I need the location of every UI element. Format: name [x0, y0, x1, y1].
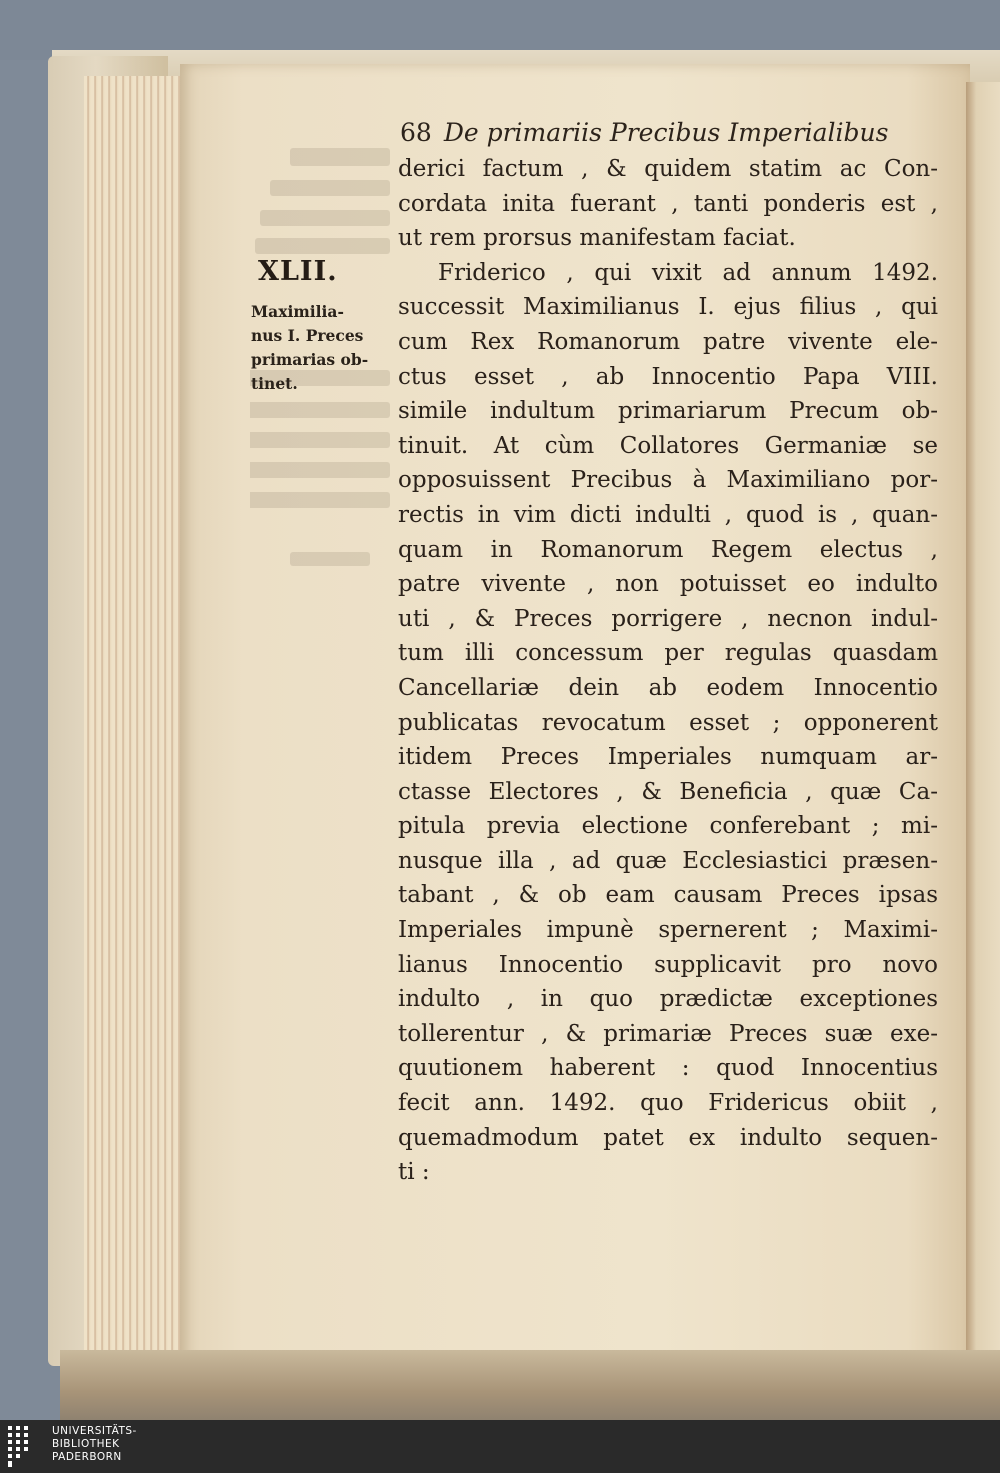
text-line: ctus esset , ab Innocentio Papa VIII. — [398, 363, 938, 390]
section-number: XLII. — [258, 256, 338, 287]
book-bottom-edge — [60, 1350, 1000, 1420]
text-line: indulto , in quo prædictæ exceptiones — [398, 986, 938, 1013]
marginal-note-line: primarias ob- — [251, 350, 369, 369]
text-line: cum Rex Romanorum patre vivente ele- — [398, 328, 938, 355]
text-line: simile indultum primariarum Precum ob- — [398, 398, 938, 425]
text-line: itidem Preces Imperiales numquam ar- — [398, 744, 938, 771]
text-line: Friderico , qui vixit ad annum 1492. — [438, 259, 938, 286]
text-line: lianus Innocentio supplicavit pro novo — [398, 951, 938, 978]
marginal-note — [251, 300, 401, 396]
marginal-note-line: nus I. Preces — [251, 326, 364, 345]
library-name — [52, 1425, 137, 1464]
library-name-line: BIBLIOTHEK — [52, 1438, 120, 1450]
page-header — [400, 118, 920, 148]
library-name-line: PADERBORN — [52, 1451, 122, 1463]
text-line: pitula previa electione conferebant ; mi- — [398, 813, 938, 840]
text-line: publicatas revocatum esset ; opponerent — [398, 709, 938, 736]
text-line: fecit ann. 1492. quo Fridericus obiit , — [398, 1090, 938, 1117]
text-line: quam in Romanorum Regem electus , — [398, 536, 938, 563]
text-line: tinuit. At cùm Collatores Germaniæ se — [398, 432, 938, 459]
text-line: ctasse Electores , & Beneficia , quæ Ca- — [398, 778, 938, 805]
library-name-line: UNIVERSITÄTS- — [52, 1425, 137, 1437]
text-line: uti , & Preces porrigere , necnon indul- — [398, 605, 938, 632]
text-line: tollerentur , & primariæ Preces suæ exe- — [398, 1020, 938, 1047]
text-line: derici factum , & quidem statim ac Con- — [398, 156, 938, 182]
text-line: opposuissent Precibus à Maximiliano por- — [398, 467, 938, 494]
text-line: ti : — [398, 1159, 430, 1186]
text-line: nusque illa , ad quæ Ecclesiastici præsen- — [398, 847, 938, 874]
text-line: rectis in vim dicti indulti , quod is , quan- — [398, 501, 938, 528]
body-text — [398, 152, 938, 1190]
text-line: cordata inita fuerant , tanti ponderis est , — [398, 190, 938, 217]
text-line: ut rem prorsus manifestam faciat. — [398, 225, 796, 252]
text-line: patre vivente , non potuisset eo indulto — [398, 571, 938, 598]
text-line: Cancellariæ dein ab eodem Innocentio — [398, 674, 938, 701]
text-line: successit Maximilianus I. ejus filius , qui — [398, 294, 938, 321]
marginal-note-line: Maximilia- — [251, 302, 344, 321]
library-logo-icon — [6, 1423, 44, 1470]
running-head: De primariis Precibus Imperialibus — [443, 118, 889, 147]
marginal-note-line: tinet. — [251, 374, 298, 393]
text-line: quutionem haberent : quod Innocentius — [398, 1055, 938, 1082]
text-line: quemadmodum patet ex indulto sequen- — [398, 1124, 938, 1151]
text-line: Imperiales impunè spernerent ; Maximi- — [398, 917, 938, 944]
page-number: 68 — [400, 118, 432, 147]
facing-page-edge — [966, 82, 1000, 1352]
text-line: tum illi concessum per regulas quasdam — [398, 640, 938, 667]
page-edges — [84, 76, 184, 1366]
text-line: tabant , & ob eam causam Preces ipsas — [398, 882, 938, 909]
footer-bar — [0, 1420, 1000, 1473]
